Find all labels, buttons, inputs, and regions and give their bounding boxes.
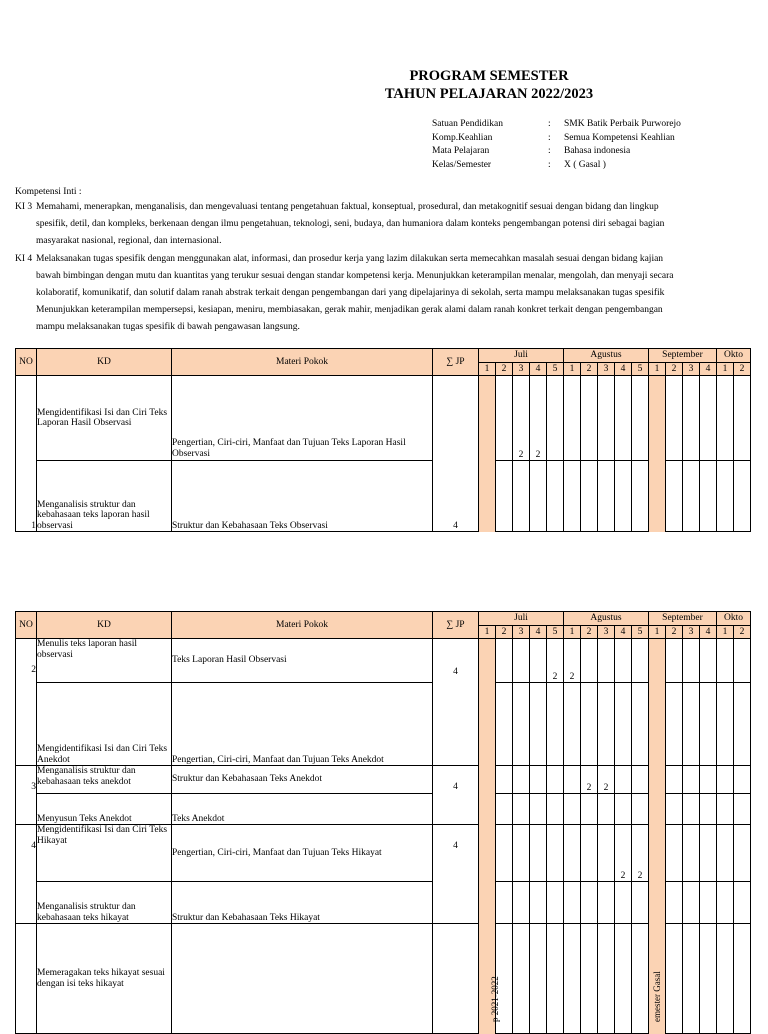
week-cell xyxy=(598,461,615,532)
header-week: 2 xyxy=(581,626,598,639)
week-cell xyxy=(530,924,547,1034)
week-cell xyxy=(530,794,547,825)
header-week: 4 xyxy=(530,626,547,639)
materi-text: Struktur dan Kebahasaan Teks Hikayat xyxy=(172,882,433,924)
week-cell xyxy=(547,376,564,461)
week-cell xyxy=(632,924,649,1034)
week-cell xyxy=(598,825,615,882)
kd-text: Menyusun Teks Anekdot xyxy=(37,794,172,825)
week-cell: 2 xyxy=(598,766,615,794)
week-cell xyxy=(717,639,734,683)
week-cell xyxy=(700,924,717,1034)
week-cell xyxy=(666,683,683,766)
header-jp: ∑ JP xyxy=(433,612,479,639)
week-cell xyxy=(513,639,530,683)
week-cell xyxy=(632,683,649,766)
week-cell xyxy=(734,683,751,766)
week-cell xyxy=(547,825,564,882)
week-cell xyxy=(547,924,564,1034)
ki-line: Memahami, menerapkan, menganalisis, dan mengevaluasi tentang pengetahuan faktual, konseptual, prosedural, dan metakognitif sesuai dengan bidang dan lingkup xyxy=(36,202,659,212)
header-week: 3 xyxy=(513,626,530,639)
header-materi: Materi Pokok xyxy=(172,349,433,376)
kd-text: Memeragakan teks hikayat sesuai dengan isi teks hikayat xyxy=(37,924,172,1034)
ki-line: Melaksanakan tugas spesifik dengan menggunakan alat, informasi, dan prosedur kerja yang lazim dilakukan serta memecahkan masalah sesuai dengan bidang kajian xyxy=(36,253,664,264)
week-cell xyxy=(496,794,513,825)
week-cell xyxy=(632,794,649,825)
week-cell xyxy=(717,794,734,825)
info-label: Mata Pelajaran xyxy=(432,146,490,157)
week-cell xyxy=(513,794,530,825)
week-cell xyxy=(581,924,598,1034)
header-week: 3 xyxy=(683,363,700,376)
ki-line: spesifik, detil, dan kompleks, berkenaan dengan ilmu pengetahuan, teknologi, seni, budaya, dan humaniora dalam konteks pengembangan potensi diri sebagai bagian xyxy=(36,219,665,230)
week-cell xyxy=(632,882,649,924)
info-separator: : xyxy=(548,146,551,157)
header-week: 3 xyxy=(598,363,615,376)
info-value: Bahasa indonesia xyxy=(564,146,631,157)
week-cell xyxy=(683,683,700,766)
week-cell xyxy=(615,766,632,794)
header-week: 2 xyxy=(581,363,598,376)
page-subtitle: TAHUN PELAJARAN 2022/2023 xyxy=(384,86,594,102)
week-cell xyxy=(717,825,734,882)
header-week: 2 xyxy=(734,626,751,639)
header-kd: KD xyxy=(37,612,172,639)
info-separator: : xyxy=(548,159,551,170)
holiday-column xyxy=(479,376,496,532)
week-cell xyxy=(615,461,632,532)
week-cell xyxy=(700,766,717,794)
week-cell xyxy=(615,639,632,683)
week-cell xyxy=(547,461,564,532)
week-cell xyxy=(666,924,683,1034)
kd-text: Menganalisis struktur dan kebahasaan teks laporan hasil observasi xyxy=(37,461,172,532)
week-cell xyxy=(666,882,683,924)
header-no: NO xyxy=(16,612,37,639)
week-cell xyxy=(496,825,513,882)
week-cell: 2 xyxy=(564,639,581,683)
header-materi: Materi Pokok xyxy=(172,612,433,639)
week-cell xyxy=(717,924,734,1034)
materi-text: Pengertian, Ciri-ciri, Manfaat dan Tujuan Teks Hikayat xyxy=(172,825,433,882)
week-cell xyxy=(496,683,513,766)
week-cell xyxy=(700,683,717,766)
week-cell xyxy=(666,461,683,532)
program-table-2 xyxy=(15,611,751,1034)
header-month: September xyxy=(649,612,717,626)
week-cell xyxy=(615,376,632,461)
week-cell xyxy=(496,461,513,532)
info-value: SMK Batik Perbaik Purworejo xyxy=(564,119,681,129)
week-cell xyxy=(598,794,615,825)
week-cell xyxy=(683,461,700,532)
jp-value: 4 xyxy=(433,825,479,924)
header-week: 1 xyxy=(479,363,496,376)
week-cell xyxy=(547,683,564,766)
week-cell xyxy=(598,924,615,1034)
week-cell xyxy=(717,766,734,794)
week-cell xyxy=(530,683,547,766)
week-cell xyxy=(513,882,530,924)
info-separator: : xyxy=(548,119,551,129)
vertical-label-holiday: p 2021-2022 xyxy=(490,976,500,1022)
header-week: 3 xyxy=(683,626,700,639)
info-value: Semua Kompetensi Keahlian xyxy=(564,132,675,143)
week-cell xyxy=(564,882,581,924)
week-cell xyxy=(700,461,717,532)
week-cell xyxy=(734,376,751,461)
week-cell xyxy=(530,639,547,683)
week-cell: 2 xyxy=(581,766,598,794)
week-cell xyxy=(598,882,615,924)
week-cell xyxy=(581,639,598,683)
week-cell xyxy=(666,639,683,683)
header-week: 2 xyxy=(496,363,513,376)
info-separator: : xyxy=(548,132,551,143)
week-cell xyxy=(683,825,700,882)
info-label: Komp.Keahlian xyxy=(432,132,493,143)
info-row-kelas xyxy=(432,159,681,173)
week-cell xyxy=(615,683,632,766)
row-no: 3 xyxy=(16,766,37,825)
kd-text: Mengidentifikasi Isi dan Ciri Teks Anekdot xyxy=(37,683,172,766)
info-row-satuan xyxy=(432,118,681,132)
ki-line: Menunjukkan keterampilan mempersepsi, kesiapan, meniru, membiasakan, gerak mahir, menjadikan gerak alami dalam ranah konkret terkait dengan pengembangan xyxy=(36,305,663,316)
week-cell xyxy=(700,794,717,825)
week-cell xyxy=(683,766,700,794)
ki-number: KI 4 xyxy=(15,253,33,264)
week-cell xyxy=(666,794,683,825)
materi-text: Struktur dan Kebahasaan Teks Anekdot xyxy=(172,766,433,794)
materi-text: Teks Anekdot xyxy=(172,794,433,825)
ki-number: KI 3 xyxy=(15,202,33,212)
header-week: 5 xyxy=(632,363,649,376)
week-cell xyxy=(581,825,598,882)
week-cell xyxy=(564,683,581,766)
header-week: 1 xyxy=(564,363,581,376)
week-cell: 2 xyxy=(632,825,649,882)
page-title: PROGRAM SEMESTER xyxy=(409,68,569,84)
week-cell xyxy=(564,825,581,882)
week-cell xyxy=(513,924,530,1034)
kd-text: Menulis teks laporan hasil observasi xyxy=(37,639,172,683)
jp-value: 4 xyxy=(433,766,479,825)
row-no: 2 xyxy=(16,639,37,766)
week-cell xyxy=(717,683,734,766)
ki-line: bawah bimbingan dengan mutu dan kuantitas yang terukur sesuai dengan standar kompetensi kerja. Menunjukkan keterampilan menalar, mengolah, dan menyaji secara xyxy=(36,270,674,281)
week-cell xyxy=(547,794,564,825)
week-cell xyxy=(734,825,751,882)
ki-4 xyxy=(15,251,753,337)
week-cell xyxy=(700,376,717,461)
week-cell xyxy=(564,376,581,461)
week-cell xyxy=(666,766,683,794)
week-cell xyxy=(530,461,547,532)
week-cell xyxy=(734,461,751,532)
header-week: 2 xyxy=(496,626,513,639)
week-cell xyxy=(717,376,734,461)
info-value: X ( Gasal ) xyxy=(564,159,606,170)
header-week: 1 xyxy=(564,626,581,639)
week-cell xyxy=(598,639,615,683)
header-week: 4 xyxy=(615,626,632,639)
week-cell: 2 xyxy=(547,639,564,683)
ki-line: mampu melaksanakan tugas spesifik di bawah pengawasan langsung. xyxy=(36,322,300,333)
kompetensi-inti xyxy=(15,186,753,337)
week-cell xyxy=(496,766,513,794)
row-no: 4 xyxy=(16,825,37,924)
row-no xyxy=(16,924,37,1034)
week-cell xyxy=(581,376,598,461)
week-cell xyxy=(581,683,598,766)
header-month: Juli xyxy=(479,612,564,626)
week-cell xyxy=(496,639,513,683)
kd-text: Menganalisis struktur dan kebahasaan teks anekdot xyxy=(37,766,172,794)
week-cell: 2 xyxy=(615,825,632,882)
info-row-komp xyxy=(432,132,681,146)
jp-value: 4 xyxy=(433,639,479,766)
header-week: 4 xyxy=(700,626,717,639)
week-cell xyxy=(666,825,683,882)
header-week: 4 xyxy=(530,363,547,376)
materi-text: Pengertian, Ciri-ciri, Manfaat dan Tujuan Teks Anekdot xyxy=(172,683,433,766)
ki-3 xyxy=(15,199,753,251)
header-week: 5 xyxy=(547,626,564,639)
header-month: Juli xyxy=(479,349,564,363)
week-cell xyxy=(513,683,530,766)
header-kd: KD xyxy=(37,349,172,376)
header-week: 5 xyxy=(632,626,649,639)
materi-text: Pengertian, Ciri-ciri, Manfaat dan Tujuan Teks Laporan Hasil Observasi xyxy=(172,376,433,461)
week-cell xyxy=(717,882,734,924)
header-week: 5 xyxy=(547,363,564,376)
kd-text: Mengidentifikasi Isi dan Ciri Teks Laporan Hasil Observasi xyxy=(37,376,172,461)
week-cell xyxy=(564,794,581,825)
header-month: Agustus xyxy=(564,349,649,363)
header-week: 4 xyxy=(615,363,632,376)
header-week: 4 xyxy=(700,363,717,376)
holiday-column xyxy=(649,376,666,532)
week-cell xyxy=(683,639,700,683)
week-cell xyxy=(581,794,598,825)
header-week: 1 xyxy=(649,363,666,376)
week-cell xyxy=(496,882,513,924)
materi-text xyxy=(172,924,433,1034)
week-cell xyxy=(683,924,700,1034)
week-cell xyxy=(615,882,632,924)
week-cell xyxy=(581,461,598,532)
header-week: 2 xyxy=(734,363,751,376)
header-week: 2 xyxy=(666,626,683,639)
week-cell xyxy=(564,766,581,794)
row-no: 1 xyxy=(16,376,37,532)
header-week: 3 xyxy=(513,363,530,376)
ki-heading: Kompetensi Inti : xyxy=(15,187,82,197)
week-cell: 2 xyxy=(530,376,547,461)
program-table-1 xyxy=(15,348,751,532)
week-cell xyxy=(564,461,581,532)
week-cell xyxy=(530,882,547,924)
header-month: Okto xyxy=(717,612,751,626)
week-cell xyxy=(734,794,751,825)
week-cell xyxy=(615,794,632,825)
header-week: 1 xyxy=(717,363,734,376)
week-cell xyxy=(632,461,649,532)
week-cell xyxy=(734,924,751,1034)
materi-text: Struktur dan Kebahasaan Teks Observasi xyxy=(172,461,433,532)
week-cell xyxy=(564,924,581,1034)
vertical-label-semester: emester Gasal xyxy=(652,971,662,1022)
week-cell xyxy=(632,766,649,794)
identity-info xyxy=(432,118,681,172)
week-cell xyxy=(717,461,734,532)
week-cell xyxy=(683,882,700,924)
header-jp: ∑ JP xyxy=(433,349,479,376)
week-cell xyxy=(547,766,564,794)
week-cell xyxy=(513,825,530,882)
header-month: September xyxy=(649,349,717,363)
info-label: Satuan Pendidikan xyxy=(432,119,503,129)
week-cell xyxy=(581,882,598,924)
week-cell xyxy=(496,376,513,461)
week-cell xyxy=(530,825,547,882)
jp-value: 4 xyxy=(433,376,479,532)
week-cell xyxy=(632,376,649,461)
week-cell xyxy=(683,376,700,461)
header-no: NO xyxy=(16,349,37,376)
info-row-mapel xyxy=(432,145,681,159)
ki-line: kolaboratif, komunikatif, dan solutif dalam ranah abstrak terkait dengan pengembangan dari yang dipelajarinya di sekolah, serta mampu melaksanakan tugas spesifik xyxy=(36,288,665,299)
ki-line: masyarakat nasional, regional, dan internasional. xyxy=(36,236,222,247)
week-cell xyxy=(632,639,649,683)
week-cell xyxy=(598,683,615,766)
week-cell xyxy=(700,639,717,683)
week-cell xyxy=(530,766,547,794)
week-cell xyxy=(734,766,751,794)
week-cell xyxy=(700,825,717,882)
week-cell xyxy=(700,882,717,924)
week-cell xyxy=(734,882,751,924)
header-week: 3 xyxy=(598,626,615,639)
week-cell xyxy=(734,639,751,683)
week-cell xyxy=(615,924,632,1034)
week-cell xyxy=(547,882,564,924)
info-label: Kelas/Semester xyxy=(432,159,492,170)
week-cell xyxy=(513,461,530,532)
header-week: 1 xyxy=(479,626,496,639)
jp-value xyxy=(433,924,479,1034)
header-month: Okto xyxy=(717,349,751,363)
week-cell xyxy=(598,376,615,461)
holiday-column xyxy=(479,639,496,1034)
week-cell xyxy=(683,794,700,825)
week-cell: 2 xyxy=(513,376,530,461)
header-week: 2 xyxy=(666,363,683,376)
header-month: Agustus xyxy=(564,612,649,626)
week-cell xyxy=(666,376,683,461)
week-cell xyxy=(513,766,530,794)
materi-text: Teks Laporan Hasil Observasi xyxy=(172,639,433,683)
kd-text: Mengidentifikasi Isi dan Ciri Teks Hikayat xyxy=(37,825,172,882)
header-week: 1 xyxy=(717,626,734,639)
kd-text: Menganalisis struktur dan kebahasaan teks hikayat xyxy=(37,882,172,924)
header-week: 1 xyxy=(649,626,666,639)
